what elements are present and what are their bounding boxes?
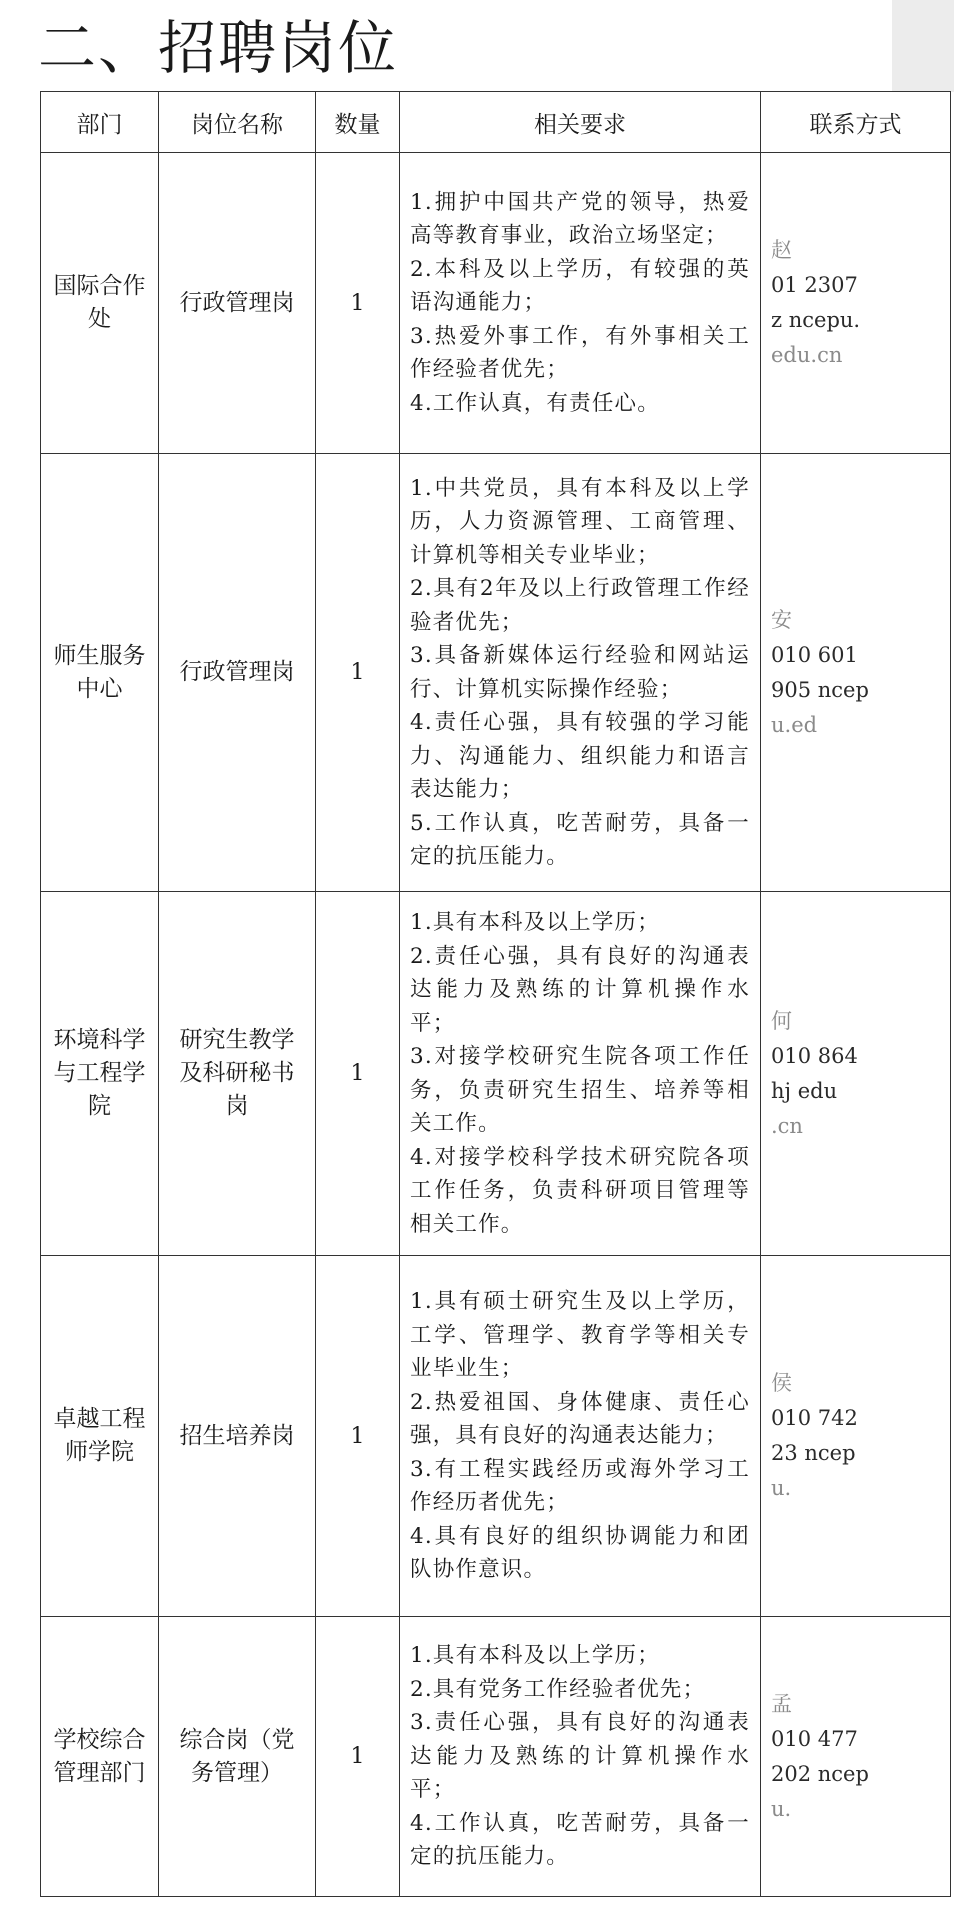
requirement-item: 3.热爱外事工作，有外事相关工作经验者优先； bbox=[410, 323, 750, 383]
cell-dept: 环境科学与工程学院 bbox=[41, 892, 159, 1256]
header-dept: 部门 bbox=[41, 92, 159, 153]
contact-line: 安 bbox=[771, 607, 792, 632]
cell-requirements bbox=[400, 1617, 761, 1897]
contact-line: 202 ncep bbox=[771, 1761, 869, 1786]
requirement-item: 5.工作认真，吃苦耐劳，具备一定的抗压能力。 bbox=[410, 810, 750, 869]
table-row bbox=[41, 153, 951, 454]
requirement-item: 4.责任心强，具有较强的学习能力、沟通能力、组织能力和语言表达能力； bbox=[410, 710, 750, 802]
requirement-item: 2.具有党务工作经验者优先； bbox=[410, 1676, 706, 1702]
requirement-item: 2.责任心强，具有良好的沟通表达能力及熟练的计算机操作水平； bbox=[410, 943, 750, 1036]
cell-contact bbox=[761, 1256, 951, 1617]
contact-line: 23 ncep bbox=[771, 1441, 856, 1465]
header-position: 岗位名称 bbox=[159, 92, 316, 153]
contact-line: u.ed bbox=[771, 712, 818, 737]
table-header-row bbox=[41, 92, 951, 153]
contact-line: 何 bbox=[771, 1008, 792, 1033]
cell-dept: 学校综合管理部门 bbox=[41, 1617, 159, 1897]
requirement-item: 2.具有2年及以上行政管理工作经验者优先； bbox=[410, 576, 750, 635]
contact-line: u. bbox=[771, 1796, 792, 1821]
cell-position: 综合岗（党务管理） bbox=[159, 1617, 316, 1897]
contact-line: 孟 bbox=[771, 1691, 792, 1716]
header-count: 数量 bbox=[316, 92, 400, 153]
requirement-item: 1.具有硕士研究生及以上学历，工学、管理学、教育学等相关专业毕业生； bbox=[410, 1289, 750, 1382]
cell-position: 研究生教学及科研秘书岗 bbox=[159, 892, 316, 1256]
contact-line: 905 ncep bbox=[771, 677, 869, 702]
requirement-item: 4.对接学校科学技术研究院各项工作任务，负责科研项目管理等相关工作。 bbox=[410, 1144, 750, 1237]
cell-position: 招生培养岗 bbox=[159, 1256, 316, 1617]
contact-line: 010 477 bbox=[771, 1726, 858, 1751]
cell-requirements bbox=[400, 153, 761, 454]
table-row bbox=[41, 454, 951, 892]
table-row bbox=[41, 1617, 951, 1897]
section-heading: 二、招聘岗位 bbox=[38, 14, 399, 82]
contact-line: 01 2307 bbox=[771, 273, 858, 297]
contact-line: hj edu bbox=[771, 1078, 838, 1103]
table-row bbox=[41, 892, 951, 1256]
contact-line: u. bbox=[771, 1476, 792, 1500]
cell-contact bbox=[761, 454, 951, 892]
cell-dept: 卓越工程师学院 bbox=[41, 1256, 159, 1617]
cell-count: 1 bbox=[316, 1256, 400, 1617]
contact-line: edu.cn bbox=[771, 343, 843, 367]
cell-dept: 师生服务中心 bbox=[41, 454, 159, 892]
requirement-item: 4.具有良好的组织协调能力和团队协作意识。 bbox=[410, 1523, 750, 1583]
requirement-item: 3.有工程实践经历或海外学习工作经历者优先； bbox=[410, 1456, 750, 1516]
requirement-item: 3.对接学校研究生院各项工作任务，负责研究生招生、培养等相关工作。 bbox=[410, 1044, 750, 1136]
cell-requirements bbox=[400, 1256, 761, 1617]
cell-count: 1 bbox=[316, 153, 400, 454]
cell-count: 1 bbox=[316, 454, 400, 892]
cell-count: 1 bbox=[316, 892, 400, 1256]
requirement-item: 3.具备新媒体运行经验和网站运行、计算机实际操作经验； bbox=[410, 643, 750, 702]
cell-dept: 国际合作处 bbox=[41, 153, 159, 454]
cell-requirements bbox=[400, 454, 761, 892]
requirement-item: 4.工作认真，吃苦耐劳，具备一定的抗压能力。 bbox=[410, 1810, 750, 1870]
requirement-item: 1.具有本科及以上学历； bbox=[410, 1643, 660, 1669]
requirement-item: 1.拥护中国共产党的领导，热爱高等教育事业，政治立场坚定； bbox=[410, 189, 750, 249]
cell-requirements bbox=[400, 892, 761, 1256]
requirement-item: 3.责任心强，具有良好的沟通表达能力及熟练的计算机操作水平； bbox=[410, 1710, 750, 1803]
cell-position: 行政管理岗 bbox=[159, 454, 316, 892]
contact-line: 侯 bbox=[771, 1371, 792, 1395]
requirement-item: 4.工作认真，有责任心。 bbox=[410, 390, 660, 416]
table-row bbox=[41, 1256, 951, 1617]
contact-line: 010 601 bbox=[771, 642, 858, 667]
page-edge-shade bbox=[892, 0, 954, 92]
requirement-item: 2.本科及以上学历，有较强的英语沟通能力； bbox=[410, 256, 750, 316]
contact-line: .cn bbox=[771, 1113, 803, 1138]
contact-line: z ncepu. bbox=[771, 308, 861, 332]
recruitment-table bbox=[40, 91, 951, 1897]
contact-line: 010 742 bbox=[771, 1406, 858, 1430]
cell-contact bbox=[761, 1617, 951, 1897]
header-contact: 联系方式 bbox=[761, 92, 951, 153]
requirement-item: 1.中共党员，具有本科及以上学历，人力资源管理、工商管理、计算机等相关专业毕业； bbox=[410, 475, 750, 568]
requirement-item: 2.热爱祖国、身体健康、责任心强，具有良好的沟通表达能力； bbox=[410, 1389, 750, 1449]
contact-line: 010 864 bbox=[771, 1043, 858, 1068]
cell-contact bbox=[761, 153, 951, 454]
header-requirements: 相关要求 bbox=[400, 92, 761, 153]
cell-position: 行政管理岗 bbox=[159, 153, 316, 454]
requirement-item: 1.具有本科及以上学历； bbox=[410, 910, 660, 935]
cell-count: 1 bbox=[316, 1617, 400, 1897]
contact-line: 赵 bbox=[771, 238, 792, 262]
cell-contact bbox=[761, 892, 951, 1256]
